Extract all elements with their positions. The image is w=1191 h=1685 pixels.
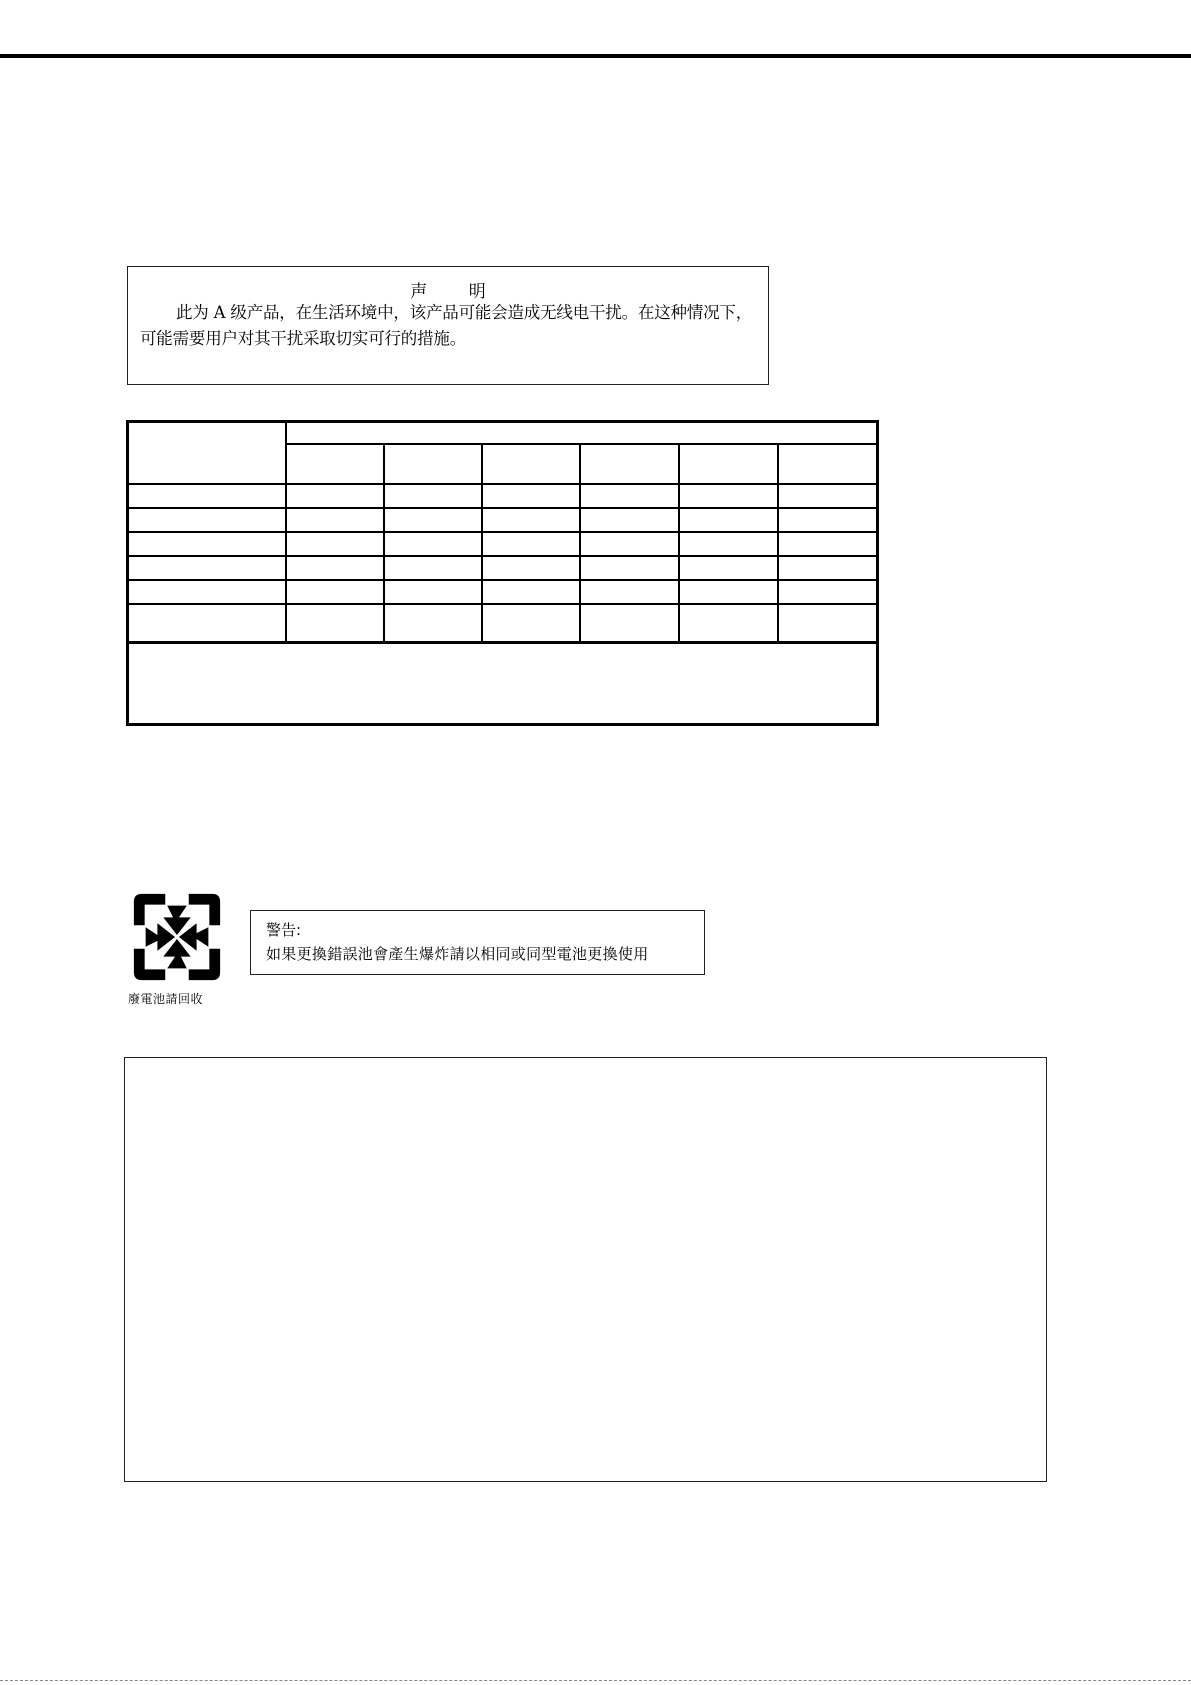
table-rule xyxy=(129,507,876,509)
table-rule xyxy=(579,443,581,642)
table-rule xyxy=(285,423,287,642)
warning-text: 如果更換錯誤池會產生爆炸請以相同或同型電池更換使用 xyxy=(266,945,649,963)
table-rule xyxy=(678,443,680,642)
table-rule xyxy=(777,443,779,642)
statement-body: 此为 A 级产品，在生活环境中，该产品可能会造成无线电干扰。在这种情况下，可能需要用户对其干扰采取切实可行的措施。 xyxy=(140,303,753,348)
battery-warning-box xyxy=(250,910,705,975)
table-rule xyxy=(129,555,876,557)
table-rule xyxy=(129,579,876,581)
hazardous-substance-table xyxy=(126,420,879,726)
blank-notice-box xyxy=(124,1057,1047,1482)
class-a-statement-box xyxy=(127,266,769,385)
table-rule xyxy=(129,483,876,485)
header-rule xyxy=(0,54,1191,58)
table-rule xyxy=(286,443,876,445)
warning-title: 警告: xyxy=(266,921,302,939)
table-rule xyxy=(383,443,385,642)
table-rule xyxy=(129,641,876,644)
table-rule xyxy=(481,443,483,642)
table-rule xyxy=(129,603,876,605)
battery-recycle-icon xyxy=(128,888,226,986)
recycle-caption: 廢電池請回收 xyxy=(128,992,204,1006)
table-rule xyxy=(129,531,876,533)
footer-rule xyxy=(0,1680,1191,1681)
statement-title: 声 明 xyxy=(410,282,504,302)
